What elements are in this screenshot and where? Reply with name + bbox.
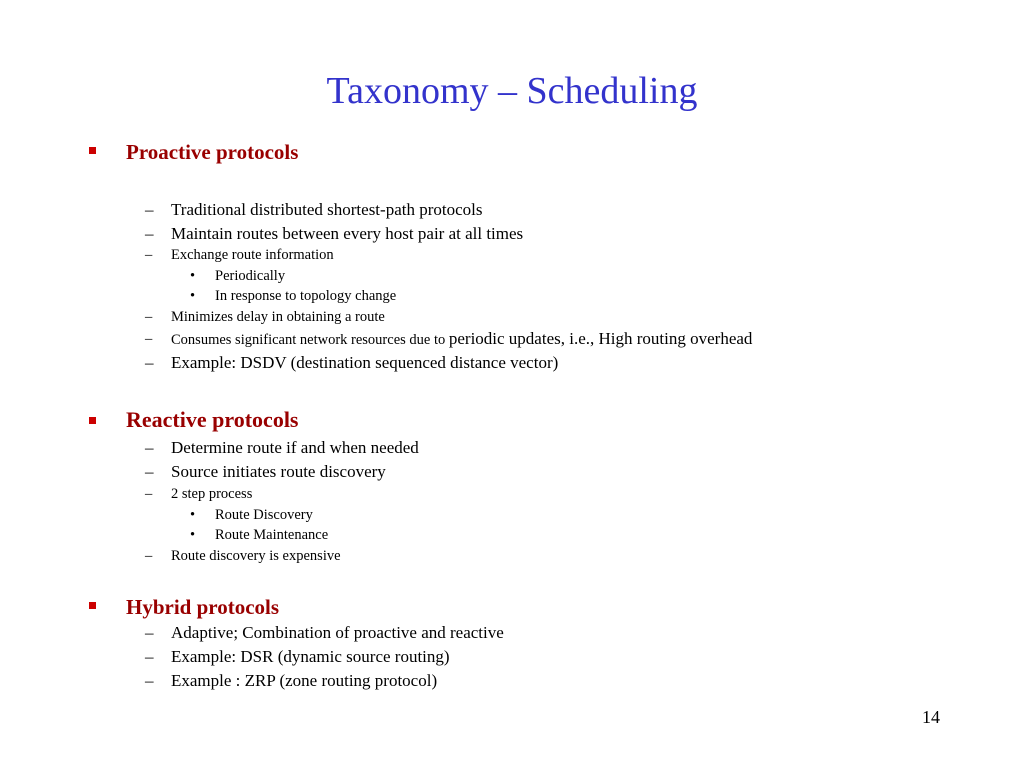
list-item-small-part: Consumes significant network resources due to [171,332,449,348]
sub-list-item: Route Discovery [215,507,313,523]
heading-reactive: Reactive protocols [126,407,299,432]
dash-icon: – [145,200,154,219]
list-item: Adaptive; Combination of proactive and reactive [171,623,504,642]
list-item: Maintain routes between every host pair at all times [171,224,524,243]
list-item: Minimizes delay in obtaining a route [171,309,385,325]
bullet-icon: • [190,527,196,543]
page-number: 14 [922,707,940,727]
heading-hybrid: Hybrid protocols [126,595,280,619]
dash-icon: – [145,647,154,666]
bullet-icon: • [190,288,196,304]
square-bullet-icon [89,602,96,609]
dash-icon: – [145,224,154,243]
square-bullet-icon [89,417,96,424]
dash-icon: – [145,353,154,372]
list-item-mixed [171,329,752,349]
list-item: Source initiates route discovery [171,462,386,481]
list-item-large-part: periodic updates, i.e., High routing overhead [448,329,753,348]
dash-icon: – [145,309,153,325]
dash-icon: – [145,623,154,642]
dash-icon: – [145,486,153,502]
dash-icon: – [145,331,153,347]
dash-icon: – [145,438,154,457]
bullet-icon: • [190,268,196,284]
sub-list-item: Periodically [215,268,286,284]
dash-icon: – [145,247,153,263]
square-bullet-icon [89,147,96,154]
list-item: Determine route if and when needed [171,438,419,457]
list-item: Exchange route information [171,247,334,263]
sub-list-item: In response to topology change [215,288,397,304]
list-item: Example: DSDV (destination sequenced distance vector) [171,353,559,372]
list-item: Traditional distributed shortest-path protocols [171,200,483,219]
list-item: Route discovery is expensive [171,548,341,564]
dash-icon: – [145,462,154,481]
dash-icon: – [145,548,153,564]
bullet-icon: • [190,507,196,523]
heading-proactive: Proactive protocols [126,140,299,164]
sub-list-item: Route Maintenance [215,527,329,543]
dash-icon: – [145,671,154,690]
list-item: Example: DSR (dynamic source routing) [171,647,450,666]
list-item: Example : ZRP (zone routing protocol) [171,671,438,690]
list-item: 2 step process [171,486,253,502]
slide-title: Taxonomy – Scheduling [326,70,698,112]
